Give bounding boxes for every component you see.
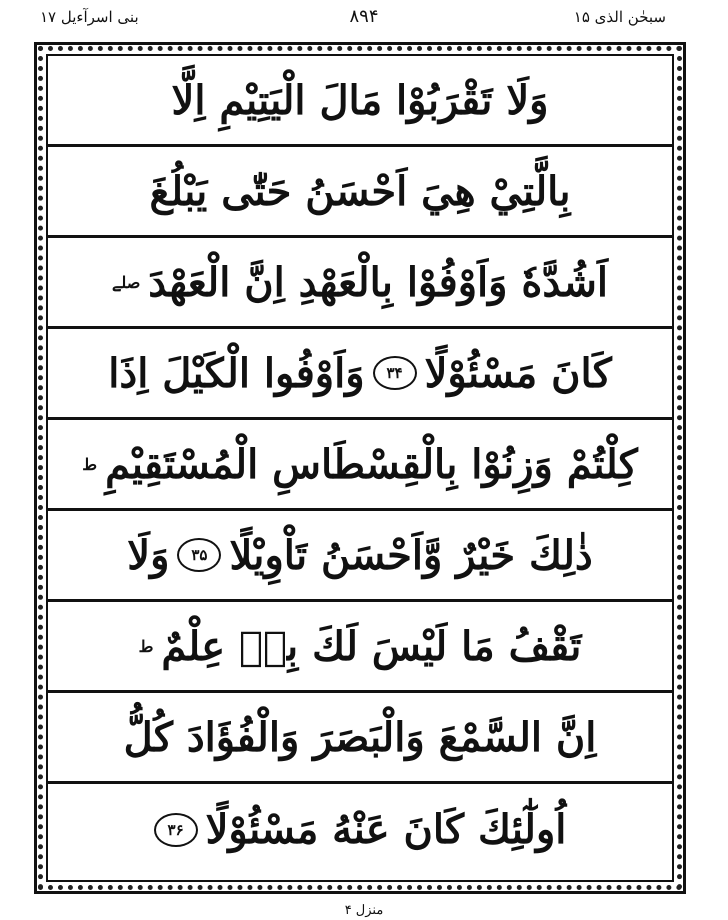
line-text-after: وَلَا: [127, 531, 170, 579]
text-line-7: [48, 602, 672, 693]
line-text-after: وَاَوْفُوا الْكَيْلَ اِذَا: [108, 349, 365, 397]
text-line-5: [48, 420, 672, 511]
text-line-1: [48, 56, 672, 147]
waqf-mark: ط: [82, 454, 98, 474]
ayah-number-marker: ۳۵: [177, 538, 221, 572]
line-text: بِالَّتِيْ هِيَ اَحْسَنُ حَتّٰى يَبْلُغَ: [149, 167, 571, 215]
text-line-2: [48, 147, 672, 238]
footer-manzil: منزل ۴: [344, 903, 384, 918]
ayah-number-marker: ۳۶: [154, 813, 198, 847]
line-text-before: اُولٰٓئِكَ كَانَ عَنْهُ مَسْئُوْلًا: [205, 806, 567, 853]
waqf-mark: ط: [138, 636, 154, 656]
line-text: اَشُدَّهٗ وَاَوْفُوْا بِالْعَهْدِ اِنَّ الْعَهْدَ: [148, 258, 608, 306]
text-line-3: [48, 238, 672, 329]
line-text-before: ذٰلِكَ خَيْرٌ وَّاَحْسَنُ تَاْوِيْلًا: [229, 531, 593, 579]
text-line-4: [48, 329, 672, 420]
line-text: اِنَّ السَّمْعَ وَالْبَصَرَ وَالْفُؤَادَ كُلُّ: [123, 713, 597, 761]
header-surah-name: بنی اسرآءیل ۱۷: [40, 8, 139, 26]
line-text-before: كَانَ مَسْئُوْلًا: [424, 349, 612, 397]
text-line-9: [48, 784, 672, 875]
text-line-6: [48, 511, 672, 602]
page-number: ۸۹۴: [349, 6, 379, 27]
line-text: وَلَا تَقْرَبُوْا مَالَ الْيَتِيْمِ اِلَّا: [171, 76, 549, 124]
ayah-number-marker: ۳۴: [373, 356, 417, 390]
waqf-mark: صلے: [112, 272, 141, 292]
line-text: تَقْفُ مَا لَيْسَ لَكَ بِهٖ عِلْمٌ: [161, 622, 582, 670]
text-lines: [48, 56, 672, 880]
line-text: كِلْتُمْ وَزِنُوْا بِالْقِسْطَاسِ الْمُسْتَقِيْمِ: [105, 440, 638, 488]
header-para-name: سبحٰن الذی ۱۵: [573, 8, 666, 26]
text-line-8: [48, 693, 672, 784]
